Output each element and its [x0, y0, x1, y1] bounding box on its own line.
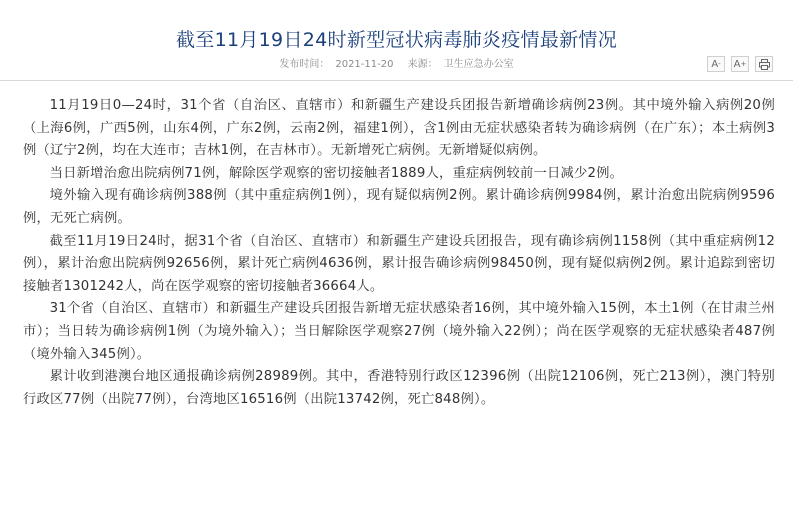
print-icon [759, 59, 770, 70]
print-button[interactable] [755, 56, 773, 72]
article-body [23, 95, 775, 411]
source-name: 卫生应急办公室 [443, 59, 514, 70]
paragraph-asymptomatic: 31个省（自治区、直辖市）和新疆生产建设兵团报告新增无症状感染者16例，其中境外输入15例，本土1例（在甘肃兰州市）；当日转为确诊病例1例（为境外输入）；当日解除医学观察27例（境外输入22例）；尚在医学观察的无症状感染者487例（境外输入345例）。 [23, 301, 775, 362]
paragraph-recoveries: 当日新增治愈出院病例71例，解除医学观察的密切接触者1889人，重症病例较前一日减少2例。 [49, 165, 624, 181]
paragraph-new-cases: 11月19日0—24时，31个省（自治区、直辖市）和新疆生产建设兵团报告新增确诊病例23例。其中境外输入病例20例（上海6例，广西5例，山东4例，广东2例，云南2例，福建1例），含1例由无症状感染者转为确诊病例（在广东）；本土病例3例（辽宁2例，均在大连市；吉林1例，在吉林市）。无新增死亡病例。无新增疑似病例。 [23, 98, 775, 159]
paragraph-cumulative: 截至11月19日24时，据31个省（自治区、直辖市）和新疆生产建设兵团报告，现有确诊病例1158例（其中重症病例12例），累计治愈出院病例92656例，累计死亡病例4636例，累计报告确诊病例98450例，现有疑似病例2例。累计追踪到密切接触者1301242人，尚在医学观察的密切接触者36664人。 [23, 233, 775, 294]
article-toolbar [707, 56, 773, 72]
article-title: 截至11月19日24时新型冠状病毒肺炎疫情最新情况 [175, 28, 618, 51]
article-meta [0, 55, 793, 70]
font-increase-label: A [733, 58, 741, 70]
font-increase-button[interactable]: A + [731, 56, 749, 72]
font-decrease-label: A [711, 58, 719, 70]
source-label: 来源： [407, 59, 438, 70]
font-decrease-button[interactable]: A - [707, 56, 725, 72]
publish-label: 发布时间： [279, 59, 330, 70]
paragraph-hk-macao-taiwan: 累计收到港澳台地区通报确诊病例28989例。其中，香港特别行政区12396例（出院12106例，死亡213例），澳门特别行政区77例（出院77例），台湾地区16516例（出院13742例，死亡848例）。 [23, 369, 775, 407]
header-divider [0, 80, 793, 81]
paragraph-imported: 境外输入现有确诊病例388例（其中重症病例1例），现有疑似病例2例。累计确诊病例9984例，累计治愈出院病例9596例，无死亡病例。 [23, 188, 775, 226]
publish-date: 2021-11-20 [335, 59, 394, 70]
